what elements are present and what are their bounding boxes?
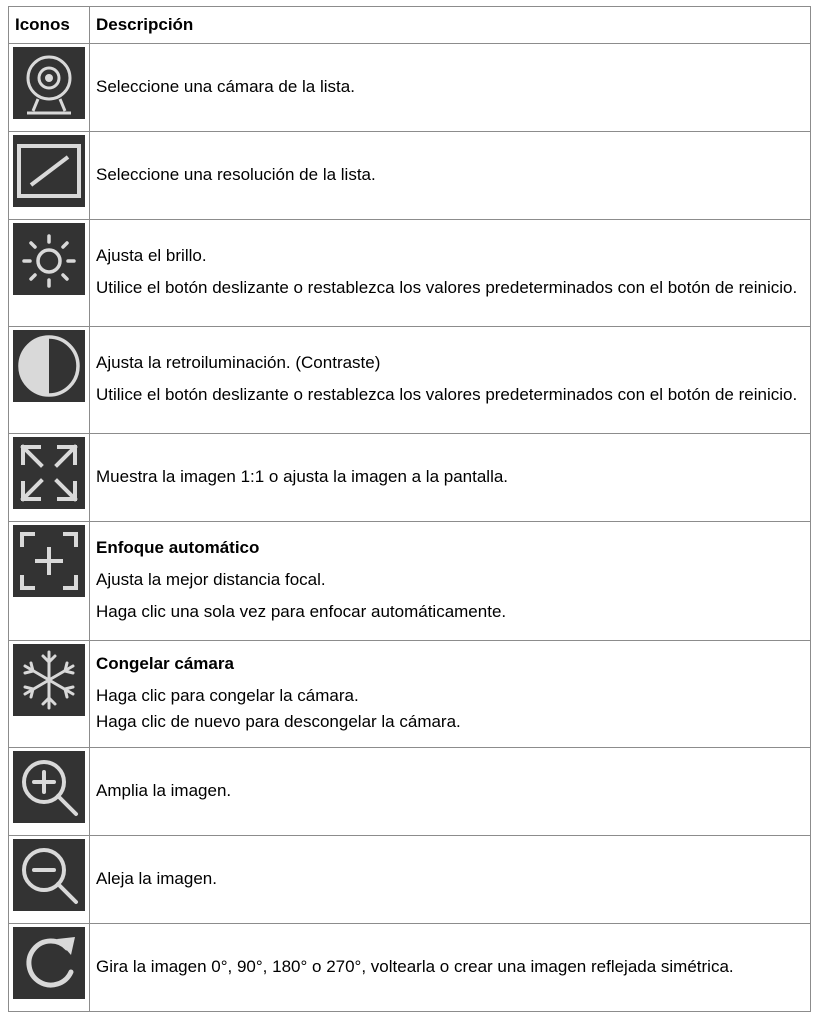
fit-screen-icon bbox=[13, 437, 85, 509]
table-header-row bbox=[9, 7, 811, 44]
list-item: Congelar cámara bbox=[96, 654, 234, 673]
table-row bbox=[9, 132, 811, 220]
table-row bbox=[9, 522, 811, 641]
table-row bbox=[9, 924, 811, 1012]
zoom-in-icon bbox=[13, 751, 85, 823]
list-item: Utilice el botón deslizante o restablezca los valores predeterminados con el botón de reinicio. bbox=[96, 278, 798, 297]
table-row bbox=[9, 434, 811, 522]
brightness-icon bbox=[13, 223, 85, 295]
table-row bbox=[9, 748, 811, 836]
table-row bbox=[9, 44, 811, 132]
list-item: Muestra la imagen 1:1 o ajusta la imagen a la pantalla. bbox=[96, 466, 509, 486]
zoom-out-icon bbox=[13, 839, 85, 911]
list-item: Aleja la imagen. bbox=[96, 868, 217, 888]
table-row bbox=[9, 220, 811, 327]
list-item: Ajusta la retroiluminación. (Contraste) bbox=[96, 353, 381, 372]
list-item: Ajusta el brillo. bbox=[96, 246, 207, 265]
table-row bbox=[9, 641, 811, 748]
list-item: Gira la imagen 0°, 90°, 180° o 270°, voltearla o crear una imagen reflejada simétrica. bbox=[96, 956, 734, 976]
list-item: Haga clic de nuevo para descongelar la cámara. bbox=[96, 712, 461, 731]
header-icons: Iconos bbox=[9, 7, 90, 44]
list-item: Seleccione una resolución de la lista. bbox=[96, 164, 376, 184]
list-item: Haga clic una sola vez para enfocar automáticamente. bbox=[96, 602, 507, 621]
autofocus-icon bbox=[13, 525, 85, 597]
resolution-icon bbox=[13, 135, 85, 207]
list-item: Amplia la imagen. bbox=[96, 780, 232, 800]
list-item: Utilice el botón deslizante o restablezca los valores predeterminados con el botón de reinicio. bbox=[96, 385, 798, 404]
header-description: Descripción bbox=[90, 7, 811, 44]
list-item: Ajusta la mejor distancia focal. bbox=[96, 570, 326, 589]
webcam-icon bbox=[13, 47, 85, 119]
list-item: Enfoque automático bbox=[96, 538, 260, 557]
table-row bbox=[9, 327, 811, 434]
list-item: Seleccione una cámara de la lista. bbox=[96, 76, 355, 96]
icon-table bbox=[8, 6, 811, 1012]
table-row bbox=[9, 836, 811, 924]
freeze-icon bbox=[13, 644, 85, 716]
contrast-icon bbox=[13, 330, 85, 402]
rotate-icon bbox=[13, 927, 85, 999]
list-item: Haga clic para congelar la cámara. bbox=[96, 686, 359, 705]
